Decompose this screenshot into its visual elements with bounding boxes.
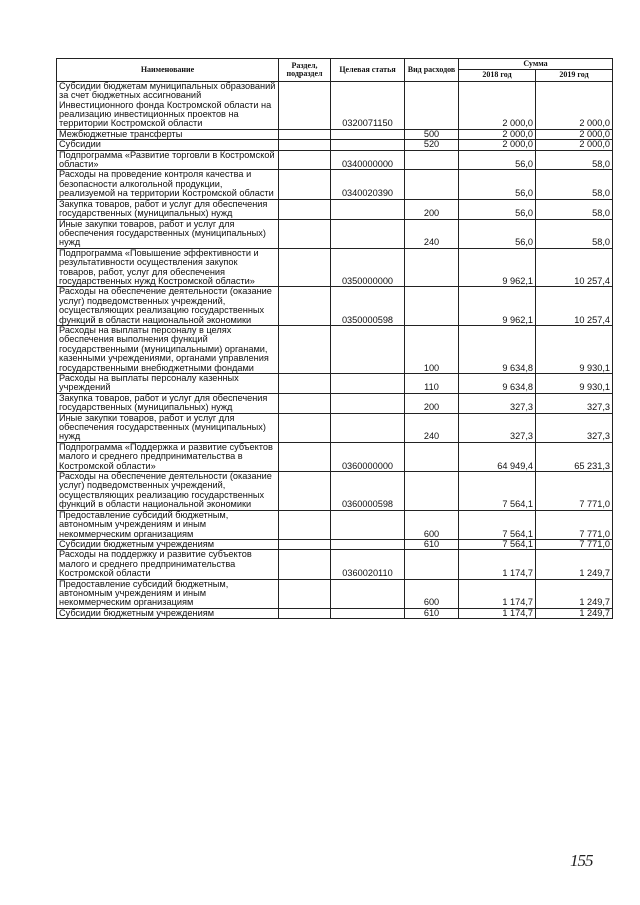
row-section bbox=[279, 413, 331, 442]
row-2018: 1 174,7 bbox=[459, 550, 536, 579]
table-row bbox=[57, 150, 613, 170]
row-name: Закупка товаров, работ и услуг для обеспечения государственных (муниципальных) нужд bbox=[57, 393, 279, 413]
row-2018: 56,0 bbox=[459, 150, 536, 170]
table-row bbox=[57, 393, 613, 413]
row-section bbox=[279, 81, 331, 129]
row-2018: 327,3 bbox=[459, 393, 536, 413]
row-2019: 7 771,0 bbox=[536, 472, 613, 511]
row-section bbox=[279, 150, 331, 170]
row-2018: 9 634,8 bbox=[459, 374, 536, 394]
row-2019: 1 249,7 bbox=[536, 579, 613, 608]
row-name: Закупка товаров, работ и услуг для обеспечения государственных (муниципальных) нужд bbox=[57, 199, 279, 219]
row-section bbox=[279, 199, 331, 219]
row-2018: 7 564,1 bbox=[459, 539, 536, 549]
row-target: 0350000598 bbox=[331, 287, 405, 326]
header-2019: 2019 год bbox=[536, 70, 613, 81]
row-2018: 9 962,1 bbox=[459, 287, 536, 326]
table-row bbox=[57, 129, 613, 139]
table-row bbox=[57, 579, 613, 608]
row-type: 600 bbox=[405, 579, 459, 608]
row-target bbox=[331, 510, 405, 539]
row-2018: 9 634,8 bbox=[459, 325, 536, 373]
row-2019: 1 249,7 bbox=[536, 550, 613, 579]
row-type: 610 bbox=[405, 608, 459, 618]
row-target bbox=[331, 219, 405, 248]
row-section bbox=[279, 579, 331, 608]
table-row bbox=[57, 539, 613, 549]
row-target bbox=[331, 129, 405, 139]
row-name: Субсидии bbox=[57, 140, 279, 150]
row-type: 240 bbox=[405, 413, 459, 442]
row-name: Предоставление субсидий бюджетным, автономным учреждениям и иным некоммерческим организациям bbox=[57, 510, 279, 539]
row-name: Субсидии бюджетным учреждениям bbox=[57, 539, 279, 549]
row-type: 110 bbox=[405, 374, 459, 394]
row-2019: 58,0 bbox=[536, 150, 613, 170]
row-2018: 327,3 bbox=[459, 413, 536, 442]
table-row bbox=[57, 550, 613, 579]
row-section bbox=[279, 129, 331, 139]
row-name: Расходы на обеспечение деятельности (оказание услуг) подведомственных учреждений, осуществляющих реализацию государственных функций в области национальной экономики bbox=[57, 472, 279, 511]
header-type: Вид расходов bbox=[405, 59, 459, 82]
row-name: Межбюджетные трансферты bbox=[57, 129, 279, 139]
row-name: Подпрограмма «Повышение эффективности и результативности осуществления закупок товаров, работ, услуг для обеспечения государственных нужд Костромской области» bbox=[57, 248, 279, 287]
row-target: 0320071150 bbox=[331, 81, 405, 129]
row-2019: 65 231,3 bbox=[536, 442, 613, 471]
row-target bbox=[331, 199, 405, 219]
row-target: 0360020110 bbox=[331, 550, 405, 579]
row-2018: 56,0 bbox=[459, 170, 536, 199]
header-section: Раздел, подраздел bbox=[279, 59, 331, 82]
row-name: Иные закупки товаров, работ и услуг для обеспечения государственных (муниципальных) нужд bbox=[57, 413, 279, 442]
row-type bbox=[405, 81, 459, 129]
row-section bbox=[279, 539, 331, 549]
table-row bbox=[57, 442, 613, 471]
row-2019: 58,0 bbox=[536, 219, 613, 248]
row-2018: 7 564,1 bbox=[459, 510, 536, 539]
row-section bbox=[279, 442, 331, 471]
table-row bbox=[57, 325, 613, 373]
row-target bbox=[331, 374, 405, 394]
row-name: Расходы на выплаты персоналу казенных учреждений bbox=[57, 374, 279, 394]
row-target bbox=[331, 325, 405, 373]
row-2018: 1 174,7 bbox=[459, 608, 536, 618]
row-2019: 2 000,0 bbox=[536, 129, 613, 139]
row-section bbox=[279, 608, 331, 618]
row-section bbox=[279, 510, 331, 539]
row-name: Иные закупки товаров, работ и услуг для обеспечения государственных (муниципальных) нужд bbox=[57, 219, 279, 248]
row-2019: 1 249,7 bbox=[536, 608, 613, 618]
page-number: 155 bbox=[570, 851, 593, 870]
row-name: Расходы на поддержку и развитие субъектов малого и среднего предпринимательства Костромской области bbox=[57, 550, 279, 579]
row-type: 200 bbox=[405, 393, 459, 413]
row-type: 520 bbox=[405, 140, 459, 150]
row-section bbox=[279, 287, 331, 326]
header-name: Наименование bbox=[57, 59, 279, 82]
row-name: Подпрограмма «Развитие торговли в Костромской области» bbox=[57, 150, 279, 170]
row-section bbox=[279, 219, 331, 248]
row-2019: 2 000,0 bbox=[536, 81, 613, 129]
row-section bbox=[279, 393, 331, 413]
row-type bbox=[405, 248, 459, 287]
row-type: 600 bbox=[405, 510, 459, 539]
row-2019: 327,3 bbox=[536, 393, 613, 413]
row-type bbox=[405, 472, 459, 511]
header-row bbox=[57, 59, 613, 70]
header-2018: 2018 год bbox=[459, 70, 536, 81]
row-target: 0340000000 bbox=[331, 150, 405, 170]
row-name: Субсидии бюджетам муниципальных образований за счет бюджетных ассигнований Инвестиционного фонда Костромской области на реализацию инвестиционных проектов на территории Костромской области bbox=[57, 81, 279, 129]
row-2019: 7 771,0 bbox=[536, 510, 613, 539]
table-row bbox=[57, 287, 613, 326]
table-row bbox=[57, 510, 613, 539]
row-2019: 10 257,4 bbox=[536, 248, 613, 287]
row-target: 0360000000 bbox=[331, 442, 405, 471]
table-row bbox=[57, 248, 613, 287]
row-2018: 2 000,0 bbox=[459, 81, 536, 129]
row-2018: 56,0 bbox=[459, 219, 536, 248]
budget-table bbox=[56, 58, 613, 619]
row-2018: 64 949,4 bbox=[459, 442, 536, 471]
row-2019: 9 930,1 bbox=[536, 374, 613, 394]
row-name: Расходы на обеспечение деятельности (оказание услуг) подведомственных учреждений, осуществляющих реализацию государственных функций в области национальной экономики bbox=[57, 287, 279, 326]
row-target bbox=[331, 140, 405, 150]
table-body bbox=[57, 81, 613, 618]
row-2018: 56,0 bbox=[459, 199, 536, 219]
row-section bbox=[279, 374, 331, 394]
table-row bbox=[57, 81, 613, 129]
table-row bbox=[57, 608, 613, 618]
table-row bbox=[57, 374, 613, 394]
row-2018: 2 000,0 bbox=[459, 140, 536, 150]
row-2019: 10 257,4 bbox=[536, 287, 613, 326]
table-row bbox=[57, 413, 613, 442]
row-type: 610 bbox=[405, 539, 459, 549]
row-section bbox=[279, 170, 331, 199]
row-name: Расходы на проведение контроля качества и безопасности алкогольной продукции, реализуемой на территории Костромской области bbox=[57, 170, 279, 199]
row-name: Расходы на выплаты персоналу в целях обеспечения выполнения функций государственными (муниципальными) органами, казенными учреждениями, органами управления государственными внебюджетными фондами bbox=[57, 325, 279, 373]
row-type bbox=[405, 287, 459, 326]
header-target: Целевая статья bbox=[331, 59, 405, 82]
row-type: 100 bbox=[405, 325, 459, 373]
row-section bbox=[279, 248, 331, 287]
row-2018: 1 174,7 bbox=[459, 579, 536, 608]
table-row bbox=[57, 140, 613, 150]
row-section bbox=[279, 550, 331, 579]
row-type bbox=[405, 150, 459, 170]
row-2019: 58,0 bbox=[536, 170, 613, 199]
row-type bbox=[405, 170, 459, 199]
row-section bbox=[279, 472, 331, 511]
row-name: Подпрограмма «Поддержка и развитие субъектов малого и среднего предпринимательства в Костромской области» bbox=[57, 442, 279, 471]
row-2019: 7 771,0 bbox=[536, 539, 613, 549]
row-2018: 2 000,0 bbox=[459, 129, 536, 139]
row-2018: 9 962,1 bbox=[459, 248, 536, 287]
header-sum: Сумма bbox=[459, 59, 613, 70]
row-target bbox=[331, 539, 405, 549]
row-target bbox=[331, 413, 405, 442]
table-row bbox=[57, 219, 613, 248]
row-target: 0350000000 bbox=[331, 248, 405, 287]
row-section bbox=[279, 325, 331, 373]
row-type: 200 bbox=[405, 199, 459, 219]
row-2019: 58,0 bbox=[536, 199, 613, 219]
table-row bbox=[57, 170, 613, 199]
row-target: 0340020390 bbox=[331, 170, 405, 199]
row-name: Субсидии бюджетным учреждениям bbox=[57, 608, 279, 618]
row-type bbox=[405, 442, 459, 471]
row-target bbox=[331, 579, 405, 608]
row-name: Предоставление субсидий бюджетным, автономным учреждениям и иным некоммерческим организациям bbox=[57, 579, 279, 608]
row-section bbox=[279, 140, 331, 150]
row-2018: 7 564,1 bbox=[459, 472, 536, 511]
table-row bbox=[57, 199, 613, 219]
row-target bbox=[331, 393, 405, 413]
row-target: 0360000598 bbox=[331, 472, 405, 511]
table-row bbox=[57, 472, 613, 511]
row-type bbox=[405, 550, 459, 579]
row-2019: 2 000,0 bbox=[536, 140, 613, 150]
row-2019: 9 930,1 bbox=[536, 325, 613, 373]
row-target bbox=[331, 608, 405, 618]
row-2019: 327,3 bbox=[536, 413, 613, 442]
row-type: 500 bbox=[405, 129, 459, 139]
row-type: 240 bbox=[405, 219, 459, 248]
